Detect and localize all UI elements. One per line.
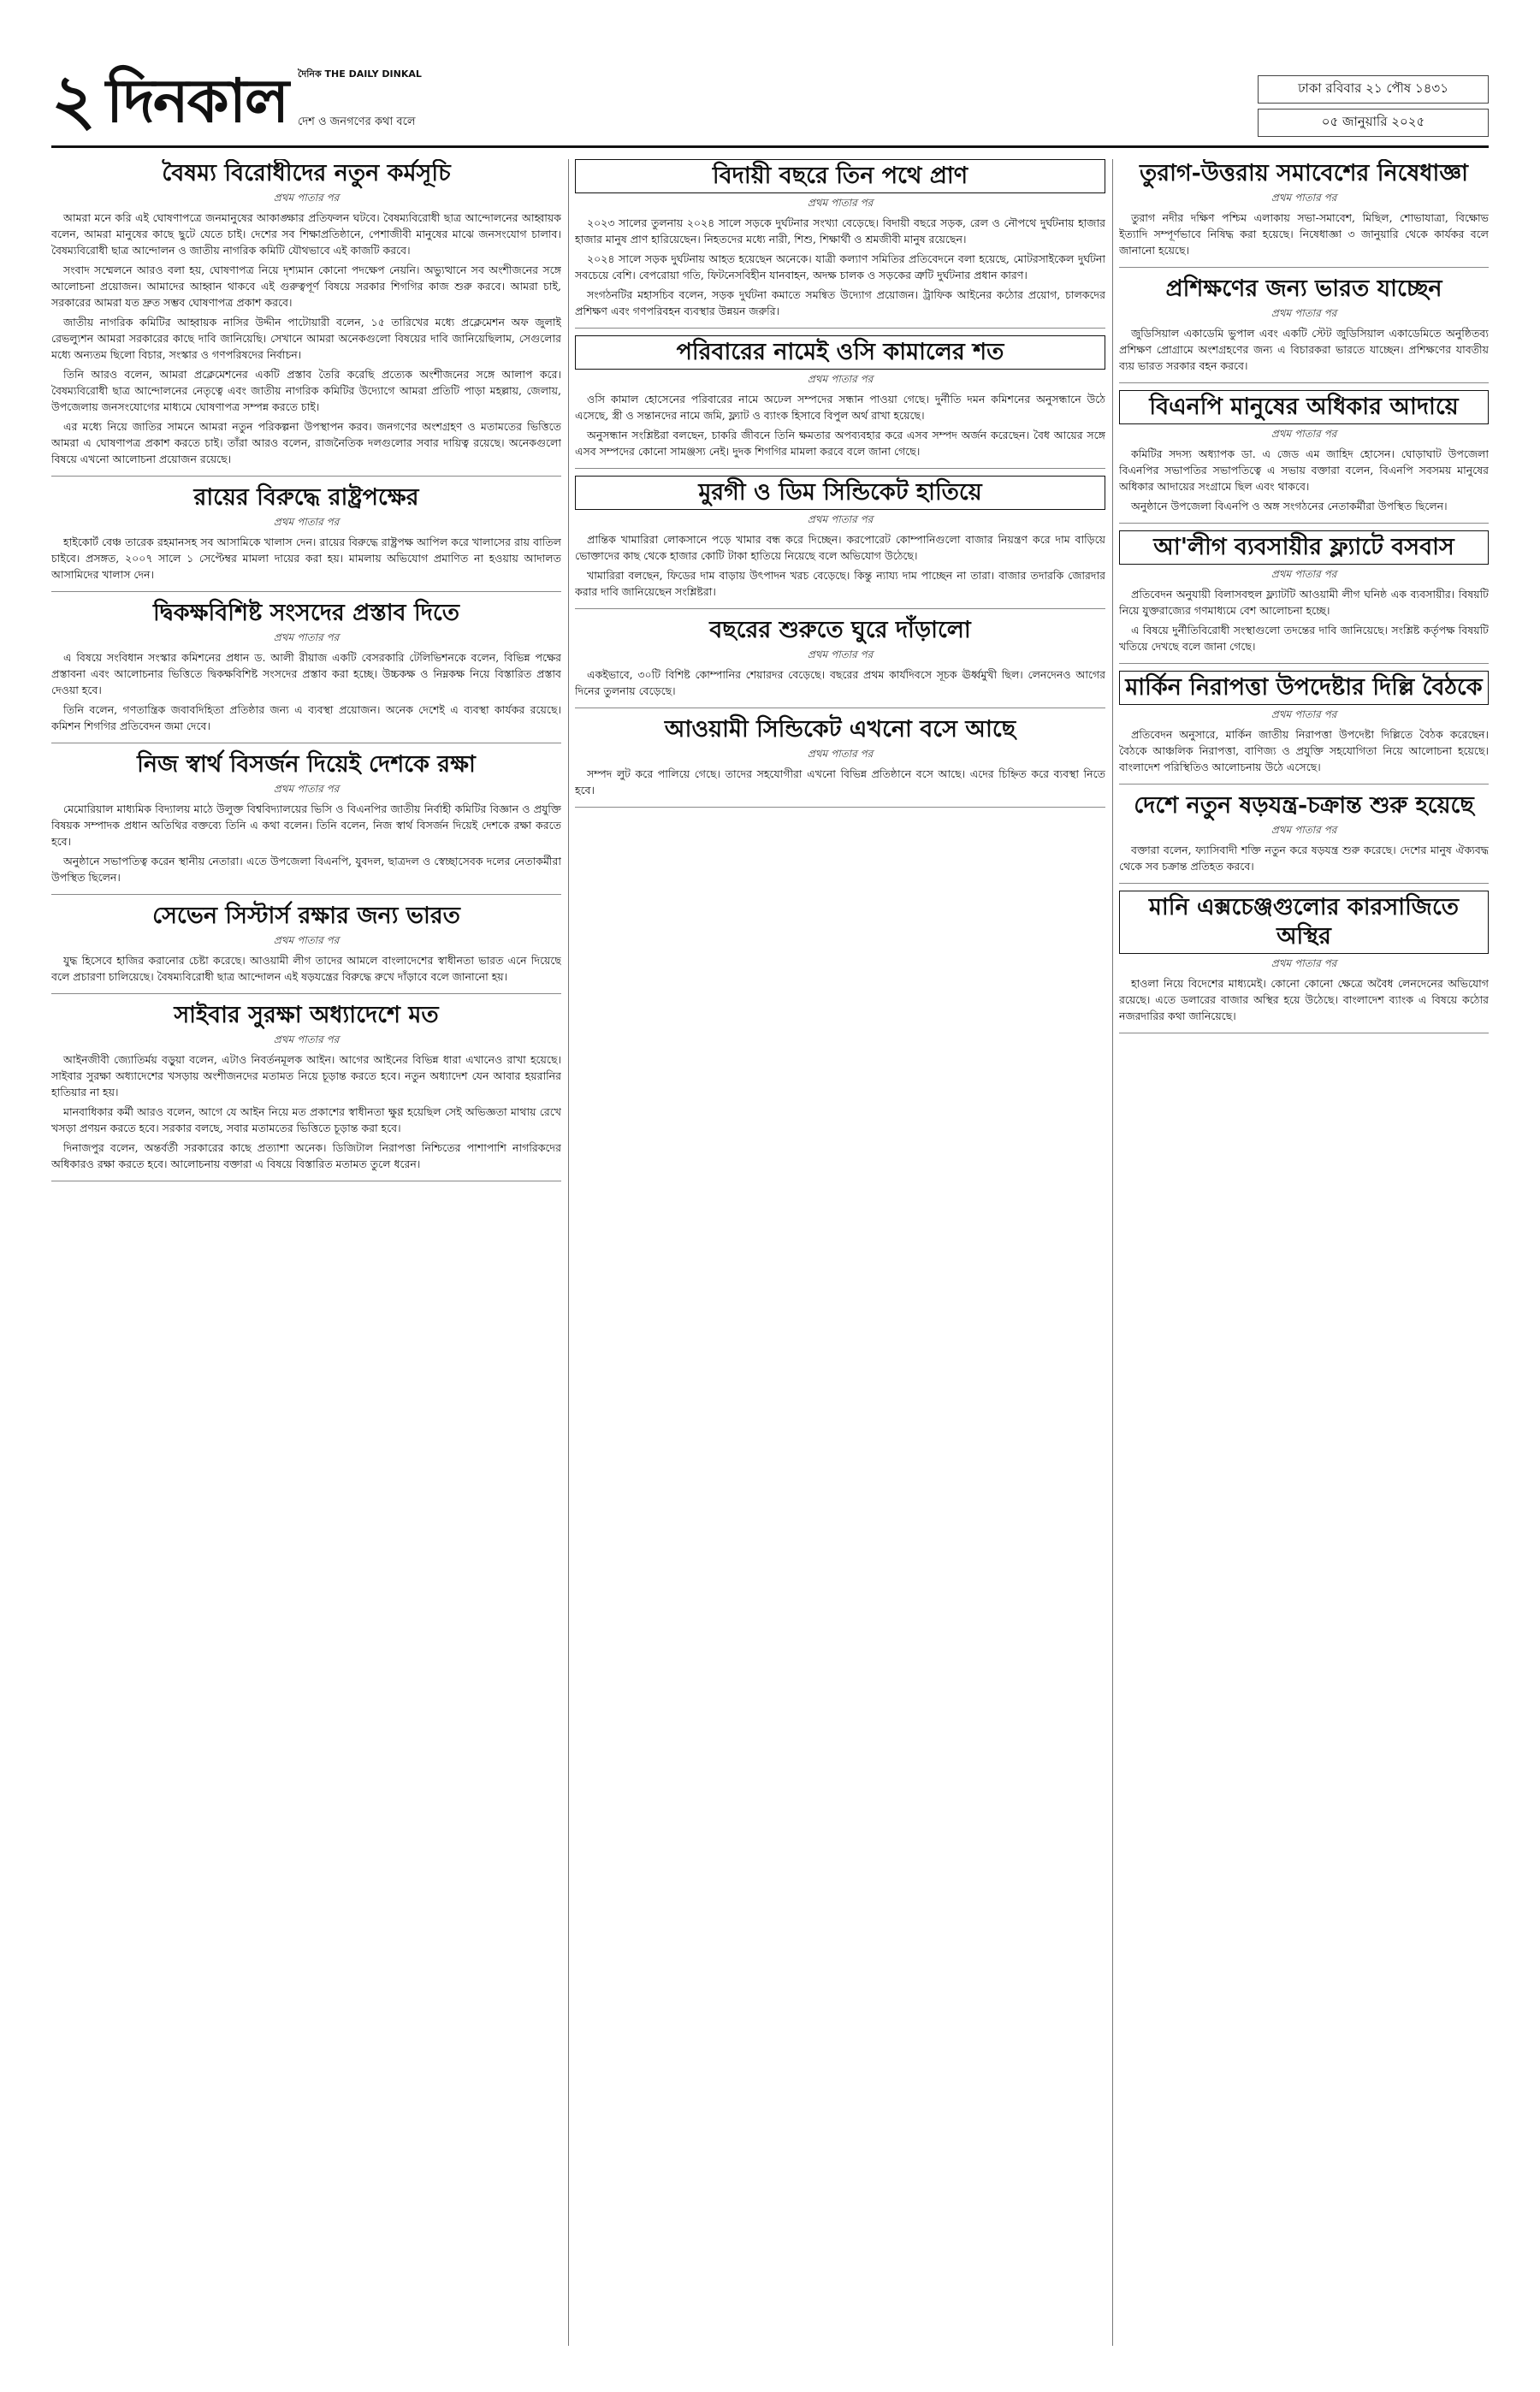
headline: মার্কিন নিরাপত্তা উপদেষ্টার দিল্লি বৈঠকে — [1119, 671, 1489, 705]
body-paragraph: সংগঠনটির মহাসচিব বলেন, সড়ক দুর্ঘটনা কমাতে সমন্বিত উদ্যোগ প্রয়োজন। ট্রাফিক আইনের কঠোর প্রয়োগ, চালকদের প্রশিক্ষণ এবং গণপরিবহন ব্যবস্থার উন্নয়ন জরুরি। — [575, 288, 1105, 317]
headline: মুরগী ও ডিম সিন্ডিকেট হাতিয়ে — [575, 476, 1105, 510]
continued-label: প্রথম পাতার পর — [807, 513, 874, 525]
continued-label: প্রথম পাতার পর — [1270, 428, 1337, 440]
continued-label: প্রথম পাতার পর — [273, 783, 340, 795]
story-divider — [51, 476, 561, 477]
body-paragraph: মানবাধিকার কর্মী আরও বলেন, আগে যে আইন নিয়ে মত প্রকাশের স্বাধীনতা ক্ষুণ্ণ হয়েছিল সেই অভিজ্ঞতা মাথায় রেখে খসড়া প্রণয়ন করতে হবে। সরকার বলছে, সবার মতামতের ভিত্তিতে চূড়ান্ত করা হবে। — [51, 1105, 561, 1134]
body-paragraph: অনুসন্ধান সংশ্লিষ্টরা বলছেন, চাকরি জীবনে তিনি ক্ষমতার অপব্যবহার করে এসব সম্পদ অর্জন করেছেন। বৈধ আয়ের সঙ্গে এসব সম্পদের কোনো সামঞ্জস্য নেই। দুদক শিগগির মামলা করবে বলে জানা গেছে। — [575, 429, 1105, 458]
date-bangla: ঢাকা রবিবার ২১ পৌষ ১৪৩১ — [1258, 75, 1489, 104]
brand — [51, 59, 422, 139]
body-paragraph: মেমোরিয়াল মাধ্যমিক বিদ্যালয় মাঠে উলুক্ত বিশ্ববিদ্যালয়ের ভিসি ও বিএনপির জাতীয় নির্বাহী কমিটির বিজ্ঞান ও প্রযুক্তি বিষয়ক সম্পাদক প্রধান অতিথির বক্তব্যে তিনি এ কথা বলেন। তিনি বলেন, নিজ স্বার্থ বিসর্জন দিয়েই দেশকে রক্ষা করতে হবে। — [51, 802, 561, 848]
continued-label: প্রথম পাতার পর — [273, 1033, 340, 1045]
story-divider — [575, 328, 1105, 329]
headline: রায়ের বিরুদ্ধে রাষ্ট্রপক্ষের — [193, 484, 419, 511]
body-paragraph: কমিটির সদস্য অধ্যাপক ডা. এ জেড এম জাহিদ হোসেন। ঘোড়াঘাট উপজেলা বিএনপির সভাপতির সভাপতিত্বে এ সভায় বক্তারা বলেন, বিএনপি সবসময় মানুষের অধিকার আদায়ের সংগ্রামে ছিল এবং থাকবে। — [1119, 447, 1489, 493]
headline: প্রশিক্ষণের জন্য ভারত যাচ্ছেন — [1165, 275, 1442, 302]
story-divider — [1119, 784, 1489, 785]
body-paragraph: ২০২৩ সালের তুলনায় ২০২৪ সালে সড়কে দুর্ঘটনার সংখ্যা বেড়েছে। বিদায়ী বছরে সড়ক, রেল ও নৌপথে দুর্ঘটনায় হাজার হাজার মানুষ প্রাণ হারিয়েছেন। নিহতদের মধ্যে নারী, শিশু, শিক্ষার্থী ও শ্রমজীবী মানুষ রয়েছেন। — [575, 216, 1105, 246]
story-dwikokkho — [51, 599, 561, 734]
continued-label: প্রথম পাতার পর — [1270, 957, 1337, 969]
story-divider — [1119, 663, 1489, 664]
story-seven-sisters — [51, 902, 561, 985]
story-nij-swartho — [51, 750, 561, 885]
story-divider — [51, 993, 561, 994]
brand-side — [298, 67, 422, 132]
story-turag — [1119, 159, 1489, 258]
body-paragraph: তুরাগ নদীর দক্ষিণ পশ্চিম এলাকায় সভা-সমাবেশ, মিছিল, শোভাযাত্রা, বিক্ষোভ ইত্যাদি সম্পূর্ণভাবে নিষিদ্ধ করা হয়েছে। নিষেধাজ্ঞা ৩ জানুয়ারি থেকে কার্যকর বলে জানানো হয়েছে। — [1119, 211, 1489, 257]
story-boishommo — [51, 159, 561, 467]
column-left — [51, 159, 561, 2346]
headline: মানি এক্সচেঞ্জগুলোর কারসাজিতে অস্থির — [1119, 891, 1489, 954]
continued-label: প্রথম পাতার পর — [273, 192, 340, 204]
continued-label: প্রথম পাতার পর — [1270, 708, 1337, 720]
continued-label: প্রথম পাতার পর — [1270, 824, 1337, 836]
story-divider — [1119, 523, 1489, 524]
story-awami-syndicate — [575, 715, 1105, 798]
continued-label: প্রথম পাতার পর — [807, 373, 874, 385]
body-paragraph: জুডিসিয়াল একাডেমি ভুপাল এবং একটি স্টেট জুডিসিয়াল একাডেমিতে অনুষ্ঠিতব্য প্রশিক্ষণ প্রোগ্রামে অংশগ্রহণের জন্য এ বিচারকরা ভারতে যাচ্ছেন। প্রশিক্ষণের যাবতীয় ব্যয় ভারত সরকার বহন করবে। — [1119, 327, 1489, 372]
masthead — [51, 59, 1489, 148]
headline: বিদায়ী বছরে তিন পথে প্রাণ — [575, 159, 1105, 193]
body-paragraph: প্রান্তিক খামারিরা লোকসানে পড়ে খামার বন্ধ করে দিচ্ছেন। করপোরেট কোম্পানিগুলো বাজার নিয়ন্ত্রণ করে দাম বাড়িয়ে ভোক্তাদের কাছ থেকে হাজার কোটি টাকা হাতিয়ে নিয়েছে বলে অভিযোগ উঠেছে। — [575, 533, 1105, 562]
story-markin — [1119, 671, 1489, 775]
story-divider — [575, 608, 1105, 609]
story-bnp-odhikar — [1119, 390, 1489, 514]
body-paragraph: দিনাজপুর বলেন, অন্তর্বর্তী সরকারের কাছে প্রত্যাশা অনেক। ডিজিটাল নিরাপত্তা নিশ্চিতের পাশাপাশি নাগরিকদের অধিকারও রক্ষা করতে হবে। আলোচনায় বক্তারা এ বিষয়ে বিস্তারিত মতামত তুলে ধরেন। — [51, 1141, 561, 1170]
story-cyber — [51, 1001, 561, 1172]
story-murgi — [575, 476, 1105, 600]
story-bidayi — [575, 159, 1105, 319]
body-paragraph: আমরা মনে করি এই ঘোষণাপত্রে জনমানুষের আকাঙ্ক্ষার প্রতিফলন ঘটবে। বৈষম্যবিরোধী ছাত্র আন্দোলনের আহ্বায়ক বলেন, আমরা মানুষের কাছে ছুটে যেতে চাই। দেশের সব শিক্ষাপ্রতিষ্ঠানে, পেশাজীবী মানুষের মাঝে জনসংযোগ চালাব। বৈষম্যবিরোধী ছাত্র আন্দোলন ও জাতীয় নাগরিক কমিটি যৌথভাবে এই কাজটি করবে। — [51, 211, 561, 257]
body-paragraph: ওসি কামাল হোসেনের পরিবারের নামে অঢেল সম্পদের সন্ধান পাওয়া গেছে। দুর্নীতি দমন কমিশনের অনুসন্ধানে উঠে এসেছে, স্ত্রী ও সন্তানদের নামে জমি, ফ্ল্যাট ও ব্যাংক হিসাবে বিপুল অর্থ রাখা হয়েছে। — [575, 393, 1105, 422]
body-paragraph: তিনি আরও বলেন, আমরা প্রক্লেমেশনের একটি প্রস্তাব তৈরি করেছি প্রত্যেক অংশীজনের সঙ্গে আলাপ করে। বৈষম্যবিরোধী ছাত্র আন্দোলনের নেতৃত্বে এবং জাতীয় নাগরিক কমিটির উদ্যোগে আমরা প্রতিটি পাড়া মহল্লায়, জেলায়, উপজেলায় জনসংযোগের মাধ্যমে ঘোষণাপত্র সম্পন্ন করতে চাই। — [51, 368, 561, 413]
continued-label: প্রথম পাতার পর — [807, 748, 874, 760]
story-divider — [1119, 267, 1489, 268]
headline: সেভেন সিস্টার্স রক্ষার জন্য ভারত — [152, 903, 460, 929]
story-divider — [51, 894, 561, 895]
story-proshikkhon — [1119, 275, 1489, 374]
story-raye — [51, 483, 561, 583]
continued-label: প্রথম পাতার পর — [1270, 568, 1337, 580]
headline: বৈষম্য বিরোধীদের নতুন কর্মসূচি — [162, 160, 451, 187]
continued-label: প্রথম পাতার পর — [807, 197, 874, 209]
paper-logo: দিনকাল — [106, 65, 288, 136]
date-gregorian: ০৫ জানুয়ারি ২০২৫ — [1258, 109, 1489, 137]
continued-label: প্রথম পাতার পর — [273, 934, 340, 946]
continued-label: প্রথম পাতার পর — [807, 648, 874, 660]
column-rule — [568, 159, 569, 2346]
story-deshe-notun — [1119, 791, 1489, 874]
body-paragraph: এর মধ্যে নিয়ে জাতির সামনে আমরা নতুন পরিকল্পনা উপস্থাপন করব। জনগণের অংশগ্রহণ ও মতামতের ভিত্তিতে আমরা এ ঘোষণাপত্র প্রকাশ করতে চাই। তাঁরা আরও বলেন, রাজনৈতিক দলগুলোর সবার দায়িত্ব রয়েছে। অনেকগুলো বিষয়ে এখনো আলোচনা প্রয়োজন রয়েছে। — [51, 420, 561, 465]
body-paragraph: যুদ্ধ হিসেবে হাজির করানোর চেষ্টা করেছে। আওয়ামী লীগ তাদের আমলে বাংলাদেশের স্বাধীনতা ভারত এনে দিয়েছে বলে প্রচারণা চালিয়েছে। বৈষম্যবিরোধী ছাত্র আন্দোলন এই ষড়যন্ত্রের বিরুদ্ধে রুখে দাঁড়াবে বলে জানানো হয়। — [51, 954, 561, 983]
body-paragraph: এ বিষয়ে সংবিধান সংস্কার কমিশনের প্রধান ড. আলী রীয়াজ একটি বেসরকারি টেলিভিশনকে বলেন, বিভিন্ন পক্ষের প্রস্তাবনা এবং আলোচনার ভিত্তিতে দ্বিকক্ষবিশিষ্ট সংসদের প্রস্তাব করা হচ্ছে। উচ্চকক্ষ ও নিম্নকক্ষ নিয়ে বিস্তারিত প্রস্তাব দেওয়া হবে। — [51, 651, 561, 696]
continued-label: প্রথম পাতার পর — [273, 516, 340, 528]
headline: আওয়ামী সিন্ডিকেট এখনো বসে আছে — [664, 716, 1016, 743]
continued-label: প্রথম পাতার পর — [273, 631, 340, 643]
story-awami-byaboshayi — [1119, 530, 1489, 654]
column-right — [1119, 159, 1489, 2346]
daily-label: দৈনিক THE DAILY DINKAL — [298, 68, 422, 80]
body-paragraph: হাওলা নিয়ে বিদেশের মাধ্যমেই। কোনো কোনো ক্ষেত্রে অবৈধ লেনদেনের অভিযোগ রয়েছে। এতে ডলারের বাজার অস্থির হয়ে উঠেছে। বাংলাদেশ ব্যাংক এ বিষয়ে কঠোর নজরদারির কথা জানিয়েছে। — [1119, 977, 1489, 1022]
body-paragraph: তিনি বলেন, গণতান্ত্রিক জবাবদিহিতা প্রতিষ্ঠার জন্য এ ব্যবস্থা প্রয়োজন। অনেক দেশেই এ ব্যবস্থা কার্যকর রয়েছে। কমিশন শিগগির প্রতিবেদন জমা দেবে। — [51, 703, 561, 732]
headline: আ'লীগ ব্যবসায়ীর ফ্ল্যাটে বসবাস — [1119, 530, 1489, 565]
headline: নিজ স্বার্থ বিসর্জন দিয়েই দেশকে রক্ষা — [137, 751, 476, 778]
body-paragraph: প্রতিবেদন অনুযায়ী বিলাসবহুল ফ্ল্যাটটি আওয়ামী লীগ ঘনিষ্ঠ এক ব্যবসায়ীর। বিষয়টি নিয়ে যুক্তরাজ্যের গণমাধ্যমে বেশ আলোচনা হচ্ছে। — [1119, 588, 1489, 617]
body-paragraph: আইনজীবী জ্যোতির্ময় বড়ুয়া বলেন, এটাও নিবর্তনমূলক আইন। আগের আইনের বিভিন্ন ধারা এখানেও রাখা হয়েছে। সাইবার সুরক্ষা অধ্যাদেশের খসড়ায় অংশীজনদের মতামত নিয়ে চূড়ান্ত করতে হবে। নতুন অধ্যাদেশ যেন আবার হয়রানির হাতিয়ার না হয়। — [51, 1053, 561, 1098]
headline: সাইবার সুরক্ষা অধ্যাদেশে মত — [174, 1002, 439, 1028]
body-paragraph: ২০২৪ সালে সড়ক দুর্ঘটনায় আহত হয়েছেন অনেকে। যাত্রী কল্যাণ সমিতির প্রতিবেদনে বলা হয়েছে, মোটরসাইকেল দুর্ঘটনা সবচেয়ে বেশি। বেপরোয়া গতি, ফিটনেসবিহীন যানবাহন, অদক্ষ চালক ও সড়কের ত্রুটি দুর্ঘটনার প্রধান কারণ। — [575, 252, 1105, 281]
body-paragraph: সংবাদ সম্মেলনে আরও বলা হয়, ঘোষণাপত্র নিয়ে দৃশ্যমান কোনো পদক্ষেপ নেয়নি। অভ্যুত্থানে সব অংশীজনের সঙ্গে আলোচনা প্রয়োজন। আমাদের আহ্বান থাকবে এই গুরুত্বপূর্ণ বিষয়ে সরকার শিগগির কাজ শুরু করবে। আমরা চাই, সরকারের আমরা যত দ্রুত সম্ভব ঘোষণাপত্র প্রকাশ করবে। — [51, 263, 561, 309]
continued-label: প্রথম পাতার পর — [1270, 307, 1337, 319]
story-osi-kamal — [575, 335, 1105, 459]
headline: বছরের শুরুতে ঘুরে দাঁড়ালো — [709, 617, 971, 643]
headline: দ্বিকক্ষবিশিষ্ট সংসদের প্রস্তাব দিতে — [153, 600, 459, 626]
body-paragraph: বক্তারা বলেন, ফ্যাসিবাদী শক্তি নতুন করে ষড়যন্ত্র শুরু করেছে। দেশের মানুষ ঐক্যবদ্ধ থেকে সব চক্রান্ত প্রতিহত করবে। — [1119, 844, 1489, 873]
story-divider — [1119, 382, 1489, 383]
headline: তুরাগ-উত্তরায় সমাবেশের নিষেধাজ্ঞা — [1140, 160, 1468, 187]
story-divider — [51, 591, 561, 592]
body-paragraph: জাতীয় নাগরিক কমিটির আহ্বায়ক নাসির উদ্দীন পাটোয়ারী বলেন, ১৫ তারিখের মধ্যে প্রক্লেমেশন অফ জুলাই রেভল্যুশন আমরা সরকারের কাছে দাবি জানিয়েছি। সেখানে আমরা অনেকগুলো বিষয়ের দাবি জানিয়েছিলাম, সেগুলোর মধ্যে অন্যতম ছিলো বিচার, সংস্কার ও গণপরিষদের নির্বাচন। — [51, 316, 561, 361]
story-divider — [1119, 883, 1489, 884]
story-bochorer-shurute — [575, 616, 1105, 699]
column-rule — [1112, 159, 1113, 2346]
column-middle — [575, 159, 1105, 2346]
tagline: দেশ ও জনগণের কথা বলে — [298, 115, 416, 128]
date-box — [1258, 75, 1489, 142]
headline: পরিবারের নামেই ওসি কামালের শত — [575, 335, 1105, 370]
continued-label: প্রথম পাতার পর — [1270, 192, 1337, 204]
body-paragraph: অনুষ্ঠানে সভাপতিত্ব করেন স্থানীয় নেতারা। এতে উপজেলা বিএনপি, যুবদল, ছাত্রদল ও স্বেচ্ছাসেবক দলের নেতাকর্মীরা উপস্থিত ছিলেন। — [51, 855, 561, 884]
body-paragraph: খামারিরা বলছেন, ফিডের দাম বাড়ায় উৎপাদন খরচ বেড়েছে। কিন্তু ন্যায্য দাম পাচ্ছেন না তারা। বাজার তদারকি জোরদার করার দাবি জানিয়েছেন সংশ্লিষ্টরা। — [575, 569, 1105, 598]
headline: দেশে নতুন ষড়যন্ত্র-চক্রান্ত শুরু হয়েছে — [1134, 792, 1474, 819]
body-paragraph: এ বিষয়ে দুর্নীতিবিরোধী সংস্থাগুলো তদন্তের দাবি জানিয়েছে। সংশ্লিষ্ট কর্তৃপক্ষ বিষয়টি খতিয়ে দেখছে বলে জানা গেছে। — [1119, 624, 1489, 653]
body-paragraph: প্রতিবেদন অনুসারে, মার্কিন জাতীয় নিরাপত্তা উপদেষ্টা দিল্লিতে বৈঠক করেছেন। বৈঠকে আঞ্চলিক নিরাপত্তা, বাণিজ্য ও প্রযুক্তি সহযোগিতা নিয়ে আলোচনা হয়েছে। বাংলাদেশ পরিস্থিতিও আলোচনায় উঠে এসেছে। — [1119, 728, 1489, 773]
story-money-exchange — [1119, 891, 1489, 1024]
body-paragraph: সম্পদ লুট করে পালিয়ে গেছে। তাদের সহযোগীরা এখনো বিভিন্ন প্রতিষ্ঠানে বসে আছে। এদের চিহ্নিত করে ব্যবস্থা নিতে হবে। — [575, 767, 1105, 796]
page-number: ২ — [51, 59, 97, 139]
body-paragraph: অনুষ্ঠানে উপজেলা বিএনপি ও অঙ্গ সংগঠনের নেতাকর্মীরা উপস্থিত ছিলেন। — [1131, 500, 1448, 512]
body-paragraph: হাইকোর্ট বেঞ্চ তারেক রহমানসহ সব আসামিকে খালাস দেন। রায়ের বিরুদ্ধে রাষ্ট্রপক্ষ আপিল করে খালাসের রায় বাতিল চাইবে। প্রসঙ্গত, ২০০৭ সালে ১ সেপ্টেম্বর মামলা দায়ের করা হয়। মামলায় অভিযোগ প্রমাণিত না হওয়ায় আদালত আসামিদের খালাস দেন। — [51, 536, 561, 581]
body-paragraph: একইভাবে, ৩০টি বিশিষ্ট কোম্পানির শেয়ারদর বেড়েছে। বছরের প্রথম কার্যদিবসে সূচক ঊর্ধ্বমুখী ছিল। লেনদেনও আগের দিনের তুলনায় বেড়েছে। — [575, 668, 1105, 697]
headline: বিএনপি মানুষের অধিকার আদায়ে — [1119, 390, 1489, 424]
story-divider — [575, 468, 1105, 469]
story-divider — [575, 807, 1105, 808]
